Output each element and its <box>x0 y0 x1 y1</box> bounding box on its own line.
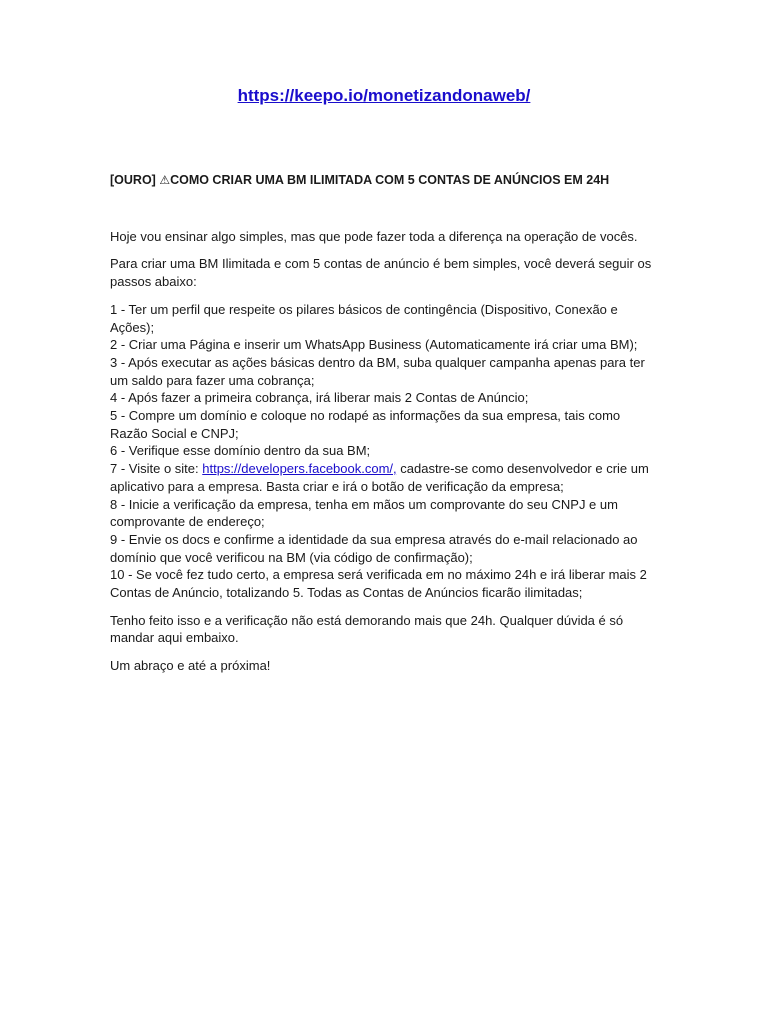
lead-paragraph: Para criar uma BM Ilimitada e com 5 contas de anúncio é bem simples, você deverá seguir os passos abaixo: <box>110 256 652 290</box>
intro-paragraph: Hoje vou ensinar algo simples, mas que pode fazer toda a diferença na operação de vocês. <box>110 228 638 244</box>
step-3: 3 - Após executar as ações básicas dentro da BM, suba qualquer campanha apenas para ter um saldo para fazer uma cobrança; <box>110 354 645 388</box>
step-8: 8 - Inicie a verificação da empresa, tenha em mãos um comprovante do seu CNPJ e um comprovante de endereço; <box>110 496 618 530</box>
signoff-paragraph: Um abraço e até a próxima! <box>110 658 271 674</box>
step-7-prefix: 7 - Visite o site: <box>110 461 203 477</box>
steps-list <box>110 301 658 602</box>
step-6: 6 - Verifique esse domínio dentro da sua BM; <box>110 443 371 459</box>
header-url-link[interactable]: https://keepo.io/monetizandonaweb/ <box>237 86 531 105</box>
step-7 <box>110 460 658 495</box>
document-body <box>110 172 658 685</box>
step-7-suffix: cadastre-se como desenvolvedor e crie um aplicativo para a empresa. Basta criar e irá o botão de verificação da empresa; <box>110 461 649 494</box>
step-1: 1 - Ter um perfil que respeite os pilares básicos de contingência (Dispositivo, Conexão e Ações); <box>110 301 618 335</box>
step-2: 2 - Criar uma Página e inserir um WhatsApp Business (Automaticamente irá criar uma BM); <box>110 337 638 353</box>
step-10: 10 - Se você fez tudo certo, a empresa será verificada em no máximo 24h e irá liberar mais 2 Contas de Anúncio, totalizando 5. Todas as Contas de Anúncios ficarão ilimitadas; <box>110 567 647 601</box>
warning-icon: ⚠ <box>159 173 171 187</box>
step-9: 9 - Envie os docs e confirme a identidade da sua empresa através do e-mail relacionado ao domínio que você verificou na BM (via código de confirmação); <box>110 531 638 565</box>
document-title <box>110 172 658 190</box>
step-5: 5 - Compre um domínio e coloque no rodapé as informações da sua empresa, tais como Razão Social e CNPJ; <box>110 408 621 441</box>
step-4: 4 - Após fazer a primeira cobrança, irá liberar mais 2 Contas de Anúncio; <box>110 390 529 406</box>
title-text: COMO CRIAR UMA BM ILIMITADA COM 5 CONTAS DE ANÚNCIOS EM 24H <box>170 173 610 187</box>
developers-facebook-link[interactable]: https://developers.facebook.com/, <box>202 461 397 477</box>
header <box>0 86 768 106</box>
closing-paragraph: Tenho feito isso e a verificação não está demorando mais que 24h. Qualquer dúvida é só mandar aqui embaixo. <box>110 612 624 646</box>
title-prefix: [OURO] <box>110 173 160 187</box>
